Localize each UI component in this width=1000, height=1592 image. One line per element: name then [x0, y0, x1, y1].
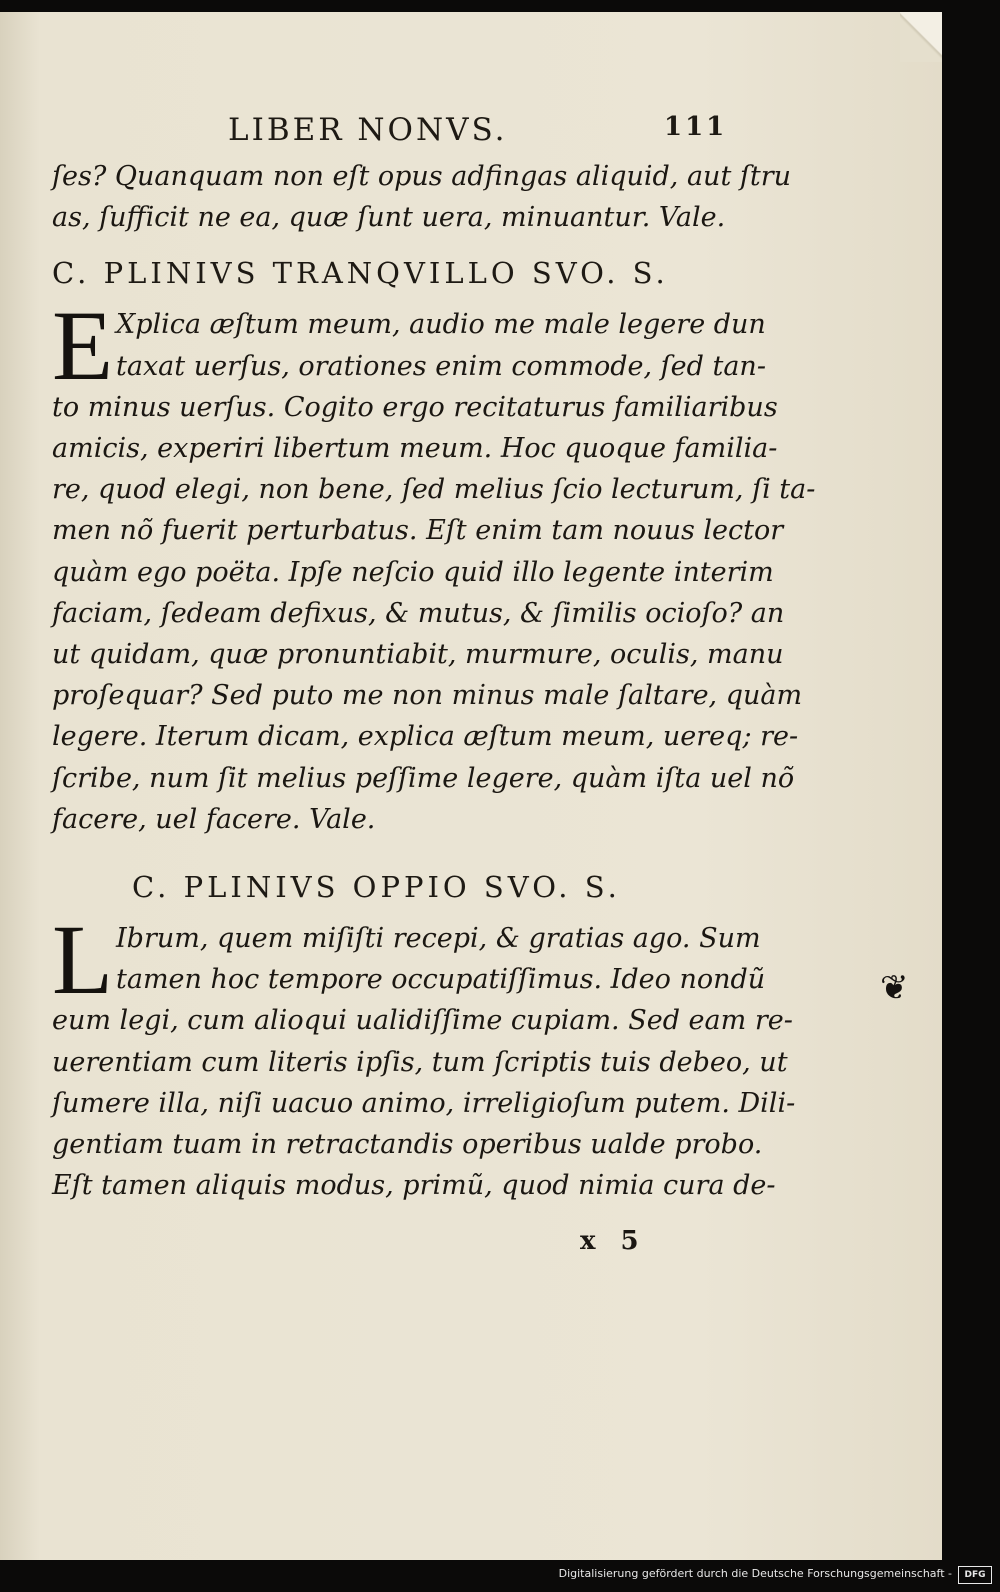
- ink-blot-ornament-icon: ❦: [880, 968, 909, 1008]
- page-header: [52, 112, 732, 156]
- text-line: Eſt tamen aliquis modus, primũ, quod nimia cura de-: [52, 1170, 776, 1202]
- text-line: facere, uel facere. Vale.: [52, 803, 376, 835]
- text-line: quàm ego poëta. Ipſe neſcio quid illo legente interim: [52, 556, 774, 588]
- text-line: ut quidam, quæ pronuntiabit, murmure, oculis, manu: [52, 639, 784, 671]
- text-line: ſumere illa, niſi uacuo animo, irreligioſum putem. Dili-: [52, 1087, 796, 1119]
- running-title: LIBER NONVS.: [228, 112, 508, 148]
- text-line: legere. Iterum dicam, explica æſtum meum, uereq; re-: [52, 721, 799, 753]
- page-text: [52, 112, 816, 1206]
- folded-page-corner: [900, 12, 942, 62]
- text-line: Ibrum, quem miſiſti recepi, & gratias ago. Sum: [116, 923, 761, 955]
- signature-mark: x 5: [580, 1226, 647, 1256]
- text-line: proſequar? Sed puto me non minus male ſaltare, quàm: [52, 680, 803, 712]
- text-line: taxat uerſus, orationes enim commode, ſed tan-: [116, 350, 766, 382]
- letter-tranquillo: [52, 290, 816, 840]
- text-line: ſes? Quanquam non eſt opus adfingas aliquid, aut ſtru: [52, 161, 792, 192]
- text-line: tamen hoc tempore occupatiſſimus. Ideo nondũ: [116, 964, 766, 996]
- opening-lines: [52, 156, 792, 238]
- drop-cap-initial: L: [52, 904, 114, 1016]
- text-line: Xplica æſtum meum, audio me male legere dun: [116, 309, 766, 341]
- text-line: as, ſufficit ne ea, quæ ſunt uera, minuantur. Vale.: [52, 202, 726, 234]
- drop-cap-initial: E: [52, 290, 114, 402]
- text-line: re, quod elegi, non bene, ſed melius ſcio lecturum, ſi ta-: [52, 474, 816, 506]
- text-line: eum legi, cum alioqui ualidiſſime cupiam. Sed eam re-: [52, 1005, 793, 1037]
- footer-bar: [0, 1560, 1000, 1592]
- letter-oppio: [52, 904, 796, 1206]
- letter-heading: C. PLINIVS TRANQVILLO SVO. S.: [52, 256, 669, 291]
- text-line: gentiam tuam in retractandis operibus ualde probo.: [52, 1129, 763, 1161]
- text-line: faciam, ſedeam defixus, & mutus, & ſimilis ocioſo? an: [52, 597, 785, 629]
- text-line: men nõ fuerit perturbatus. Eſt enim tam nouus lector: [52, 515, 784, 547]
- text-line: amicis, experiri libertum meum. Hoc quoque familia-: [52, 433, 778, 465]
- folio-number: 111: [664, 112, 728, 142]
- funding-notice: Digitalisierung gefördert durch die Deutsche Forschungsgemeinschaft -: [558, 1567, 952, 1580]
- text-line: uerentiam cum literis ipſis, tum ſcriptis tuis debeo, ut: [52, 1046, 788, 1078]
- text-line: ſcribe, num ſit melius peſſime legere, quàm iſta uel nõ: [52, 762, 795, 794]
- text-line: to minus uerſus. Cogito ergo recitaturus familiaribus: [52, 391, 778, 423]
- dfg-logo-icon: DFG: [958, 1566, 992, 1584]
- letter-heading: C. PLINIVS OPPIO SVO. S.: [132, 870, 621, 905]
